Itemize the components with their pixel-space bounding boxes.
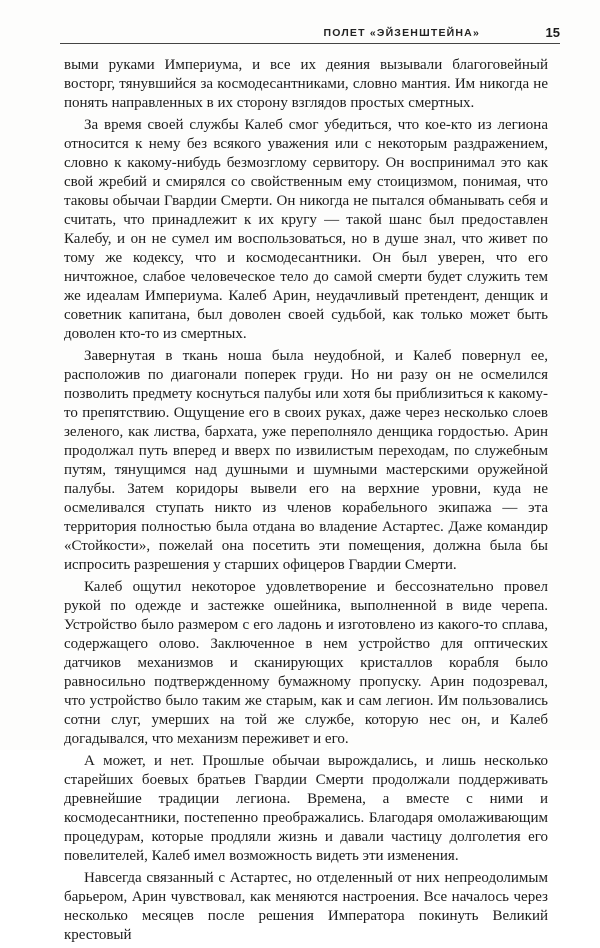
paragraph-3: Завернутая в ткань ноша была неудобной, и Калеб повернул ее, расположив по диагонали поперек груди. Но ни разу он не осмелился позволить предмету коснуться палубы или хотя бы приблизиться к какому-то препятствию. Ощущение его в своих руках, даже через несколько слоев зеленого, как листва, бархата, уже переполняло денщика гордостью. Арин продолжал путь вперед и вверх по извилистым переходам, по служебным путям, тянущимся над душными и шумными мастерскими оружейной палубы. Затем коридоры вывели его на верхние уровни, куда не осмеливался ступать никто из членов корабельного экипажа — эта территория полностью была отдана во владение Астартес. Даже командир «Стойкости», пожелай она посетить эти помещения, должна была бы испросить разрешения у старших офицеров Гвардии Смерти. bbox=[64, 348, 548, 573]
body-text bbox=[64, 56, 548, 948]
paragraph-4: Калеб ощутил некоторое удовлетворение и бессознательно провел рукой по одежде и застежке ошейника, выполненной в виде черепа. Устройство было размером с его ладонь и изготовлено из какого-то сплава, содержащего олово. Заключенное в нем устройство для оптических датчиков механизмов и сканирующих кристаллов корабля было равносильно подтвержденному бумажному пропуску. Арин подозревал, что устройство было таким же старым, как и сам легион. Им пользовались сотни слуг, умерших на той же службе, которую нес он, и Калеб догадывался, что механизм переживет и его. bbox=[64, 579, 548, 747]
header-rule bbox=[60, 43, 560, 44]
running-title: ПОЛЕТ «ЭЙЗЕНШТЕЙНА» bbox=[323, 27, 480, 39]
paragraph-5: А может, и нет. Прошлые обычаи вырождались, и лишь несколько старейших боевых братьев Гвардии Смерти продолжали поддерживать древнейшие традиции легиона. Времена, а вместе с ними и космодесантники, постепенно преображались. Благодаря омолаживающим процедурам, которые продляли жизнь и давали частицу долголетия его повелителей, Калеб имел возможность видеть эти изменения. bbox=[64, 753, 548, 864]
paragraph-2: За время своей службы Калеб смог убедиться, что кое-кто из легиона относится к нему без всякого уважения или с некоторым раздражением, словно к какому-нибудь безмозглому сервитору. Он воспринимал это как свой жребий и смирялся со свойственным ему стоицизмом, понимая, что таковы обычаи Гвардии Смерти. Он никогда не пытался обманывать себя и считать, что принадлежит к их кругу — такой шанс был предоставлен Калебу, и он не сумел им воспользоваться, но в душе знал, что живет по тому же кодексу, что и космодесантники. Он был уверен, что его ничтожное, слабое человеческое тело до самой смерти будет служить тем же идеалам Империума. Калеб Арин, неудачливый претендент, денщик и советник капитана, был доволен своей судьбой, как только может быть доволен кто-то из смертных. bbox=[64, 117, 548, 342]
running-head bbox=[60, 24, 560, 44]
paragraph-1: выми руками Империума, и все их деяния вызывали благоговейный восторг, тянувшийся за космодесантниками, словно мантия. Им никогда не понять направленных в их сторону взглядов простых смертных. bbox=[64, 57, 548, 111]
paragraph-6: Навсегда связанный с Астартес, но отделенный от них непреодолимым барьером, Арин чувствовал, как меняются настроения. Все началось через несколько месяцев после решения Императора покинуть Великий крестовый bbox=[64, 870, 548, 943]
page-number: 15 bbox=[545, 25, 560, 40]
